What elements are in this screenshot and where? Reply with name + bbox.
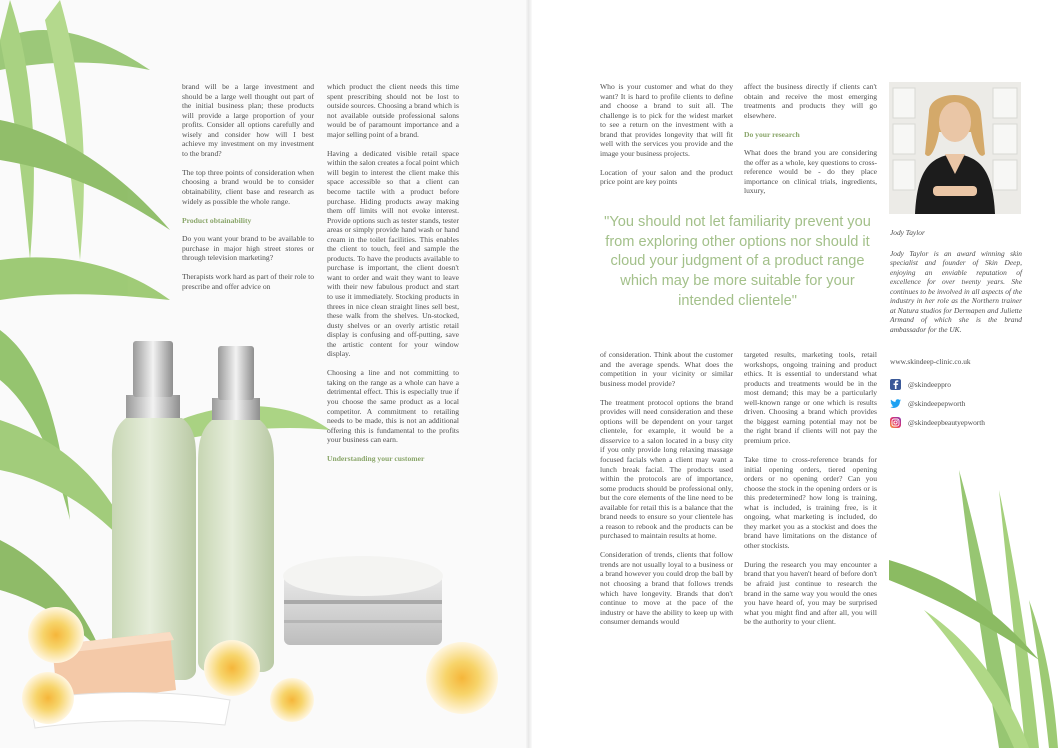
paragraph: Therapists work hard as part of their role to prescribe and offer advice on — [182, 272, 315, 291]
paragraph: of consideration. Think about the customer and the average spends. What does the competition in your vicinity or similar business model provide? — [600, 350, 733, 388]
left-column-2 — [327, 82, 459, 473]
paragraph: What does the brand you are considering the offer as a whole, key questions to cross-reference would be - do they place importance on clinical trials, ingredients, luxury, — [744, 148, 877, 196]
author-bio — [890, 228, 1022, 334]
paragraph: Location of your salon and the product price point are key points — [600, 167, 733, 187]
facebook-icon — [890, 379, 901, 390]
paragraph: The treatment protocol options the brand provides will need consideration and these options will be dependent on your target clientele, for example, it would be a disservice to a salon located in a busy city if you only provide long relaxing massage focused facials when a client may want a lunch break facial. The products used within the protocols are of importance, some products should be professional only, but the core elements of the line need to be available for retail this is a balance that the brand needs to ensure so your clientele has a reason to rebook and the products can be purchased to maintain results at home. — [600, 397, 733, 541]
section-heading-product-obtainability: Product obtainability — [182, 215, 252, 225]
twitter-handle-text: @skindeepepworth — [908, 399, 966, 408]
paragraph: Who is your customer and what do they want? It is hard to profile clients to define and choose a brand to suit all. The challenge is to pick for the widest market to see a return on the investment with a brand that provides longevity that will fit well with the services you provide and the image your business projects. — [600, 82, 733, 158]
author-name: Jody Taylor — [890, 228, 925, 237]
page-gutter — [526, 0, 532, 748]
facebook-handle[interactable] — [890, 379, 951, 390]
right-column-2-bottom — [744, 350, 877, 636]
twitter-handle[interactable] — [890, 398, 965, 409]
paragraph: Consideration of trends, clients that follow trends are not usually loyal to a business or a brand however you could drop the ball by not choosing a brand that follows trends which have longevity. Brands that don't continue to move at the pace of the industry or have the ability to keep up with consumer demands would — [600, 550, 733, 627]
author-description: Jody Taylor is an award winning skin specialist and founder of Skin Deep, enjoying an enviable reputation of excellence for over twenty years. She continues to be involved in all aspects of the industry in her role as the Northern trainer at Natura studios for Dermapen and Juliette Armand of which she is the brand ambassador for the UK. — [890, 248, 1022, 334]
paragraph: which product the client needs this time spent prescribing should not be lost to outside sources. Choosing a brand which is not available outside professional salons would be of paramount importance and a major selling point of a brand. — [327, 82, 459, 139]
facebook-handle-text: @skindeeppro — [908, 380, 951, 389]
paragraph: During the research you may encounter a brand that you haven't heard of before don't be afraid just continue to research the brand in the same way you would the ones you have heard of, you may be surprised what you might find and after all, you will be the authority to your client. — [744, 559, 877, 627]
paragraph: brand will be a large investment and should be a large well thought out part of the initial business plan; these products will provide a large proportion of your profits. Consider all options carefully and wisely and consider how will I best achieve my investment on my investment to the brand? — [182, 82, 314, 158]
paragraph: Do you want your brand to be available to purchase in major high street stores or through television marketing? — [182, 234, 314, 263]
instagram-handle[interactable] — [890, 417, 985, 428]
paragraph: Having a dedicated visible retail space within the salon creates a focal point which will begin to interest the client make this space accessible so that a client can become tactile with a product before purchase. Hiding products away making them off limits will not evoke interest. Provide options such as tester stands, tester areas or simply provide hand wash or hand cream in the toilet facilities. This enables the client to touch, feel and sample the products. To have the products available to purchase is important, the client doesn't want to order and wait they want to leave with their new fabulous product and start to use it immediately. Stocking products in threes in nice clean straight lines sell best, these walk from the shelves. Un-stocked, dusty shelves or an overly artistic retail display is confusing and off-putting, save the artistic content for your window display. — [327, 148, 459, 359]
right-column-2-top — [744, 82, 877, 205]
section-heading-understanding-customer: Understanding your customer — [327, 454, 425, 464]
right-column-1-top — [600, 82, 733, 196]
instagram-handle-text: @skindeepbeautyepworth — [908, 418, 985, 427]
paragraph: Take time to cross-reference brands for initial opening orders, tiered opening orders or no opening order? Can you choose the stock in the opening orders or is this predetermined? how long is training, what is included, is training free, is it ongoing, what marketing is included, do they market you as a stockist and does the brand have limitations on the distance of other stockists. — [744, 454, 877, 550]
section-heading-do-your-research: Do your research — [744, 129, 800, 139]
author-photo — [889, 82, 1021, 214]
paragraph: affect the business directly if clients can't obtain and receive the most emerging treatments and products they will go elsewhere. — [744, 82, 877, 120]
right-column-1-bottom — [600, 350, 733, 636]
twitter-icon — [890, 398, 901, 409]
pull-quote: "You should not let familiarity prevent you from exploring other options nor should it cloud your judgment of a product range which may be more suitable for your intended clientele" — [604, 214, 871, 309]
left-column-1 — [182, 82, 314, 301]
paragraph: targeted results, marketing tools, retail workshops, ongoing training and product ethics. It is essential to understand what products and treatments would be in the most demand; this may be a particularly well-known range or one which is results driven. Choosing a brand which provides the biggest earning potential may not be the right brand if clients will not pay the premium price. — [744, 350, 877, 445]
paragraph: The top three points of consideration when choosing a brand would be to consider obtainability, client base and research as widely as possible the whole range. — [182, 167, 314, 206]
website-link[interactable]: www.skindeep-clinic.co.uk — [890, 357, 971, 366]
instagram-icon — [890, 417, 901, 428]
paragraph: Choosing a line and not committing to taking on the range as a whole can have a detrimental effect. This is especially true if you choose the same product as a local competitor. A commitment to retailing needs to be made, this is not an additional offering this is fundamental to the profits your business can earn. — [327, 368, 459, 445]
